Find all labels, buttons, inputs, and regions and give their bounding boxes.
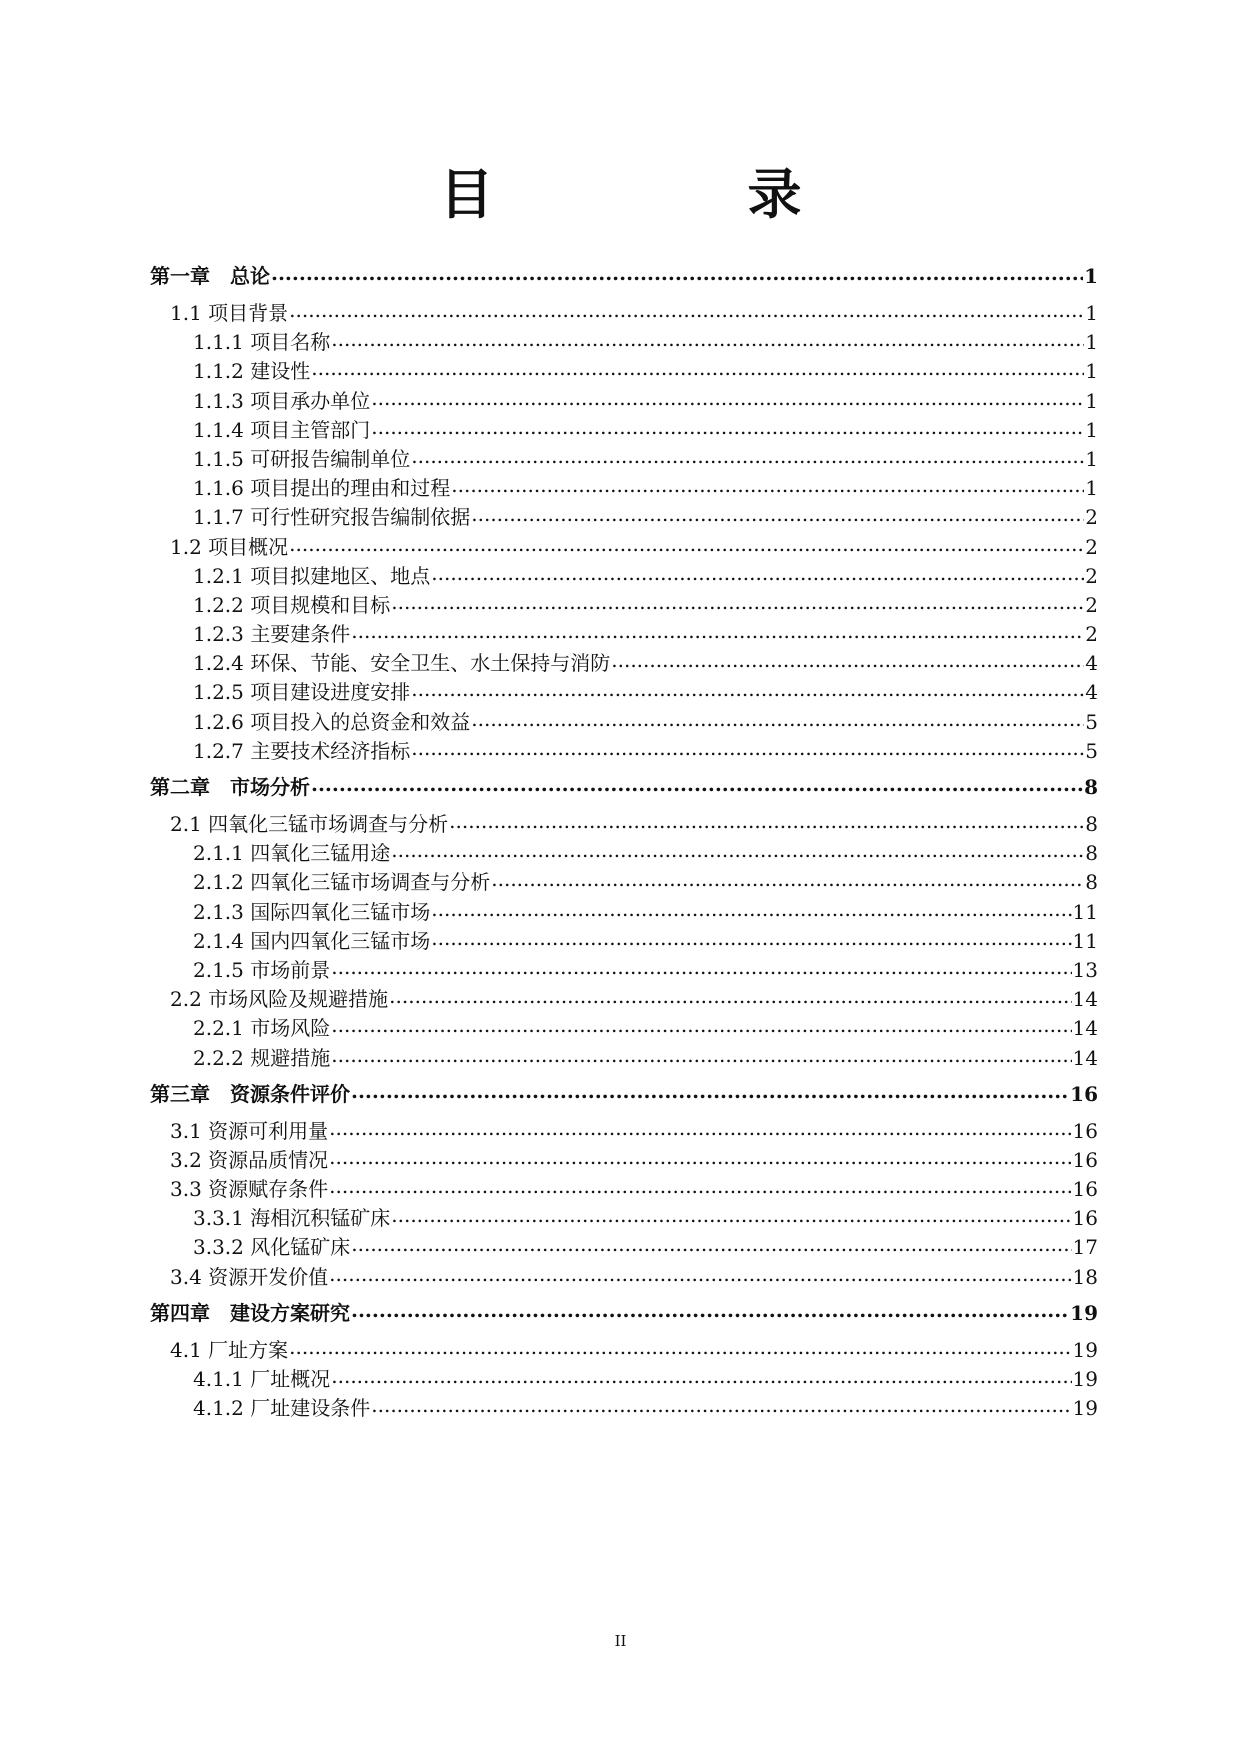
toc-entry-subsection[interactable] <box>150 445 1098 474</box>
toc-entry-subsection[interactable] <box>150 898 1098 927</box>
toc-entry-subsection[interactable] <box>150 868 1098 897</box>
toc-entry-page: 1 <box>1085 417 1098 442</box>
toc-entry-chapter[interactable] <box>150 1077 1098 1111</box>
toc-entry-section[interactable] <box>150 1175 1098 1204</box>
toc-entry-section[interactable] <box>150 1263 1098 1292</box>
toc-entry-label: 2.2.2 规避措施 <box>193 1045 331 1070</box>
toc-leader-dots <box>371 384 1084 413</box>
toc-entry-label: 1.2.6 项目投入的总资金和效益 <box>193 709 471 734</box>
toc-entry-page: 8 <box>1084 775 1098 799</box>
toc-leader-dots <box>289 296 1084 325</box>
toc-entry-page: 1 <box>1085 446 1098 471</box>
toc-entry-label: 1.1.6 项目提出的理由和过程 <box>193 476 451 501</box>
toc-leader-dots <box>329 1260 1071 1289</box>
toc-leader-dots <box>329 1114 1071 1143</box>
toc-entry-page: 5 <box>1085 738 1098 763</box>
toc-leader-dots <box>289 530 1084 559</box>
toc-leader-dots <box>289 1333 1071 1362</box>
toc-entry-page: 19 <box>1072 1367 1098 1391</box>
toc-leader-dots <box>351 1293 1069 1327</box>
toc-entry-subsection[interactable] <box>150 839 1098 868</box>
toc-entry-label: 1.1.2 建设性 <box>193 359 311 384</box>
toc-entry-page: 19 <box>1072 1396 1098 1421</box>
toc-leader-dots <box>411 734 1084 763</box>
toc-leader-dots <box>371 1391 1071 1420</box>
page-number: II <box>614 1632 627 1650</box>
toc-entry-subsection[interactable] <box>150 591 1098 620</box>
toc-entry-page: 1 <box>1084 264 1098 288</box>
toc-leader-dots <box>471 500 1084 529</box>
toc-entry-page: 11 <box>1072 899 1098 924</box>
toc-entry-section[interactable] <box>150 810 1098 839</box>
toc-entry-label: 3.3.2 风化锰矿床 <box>193 1235 351 1260</box>
toc-entry-page: 4 <box>1085 651 1098 676</box>
toc-leader-dots <box>451 471 1084 500</box>
toc-entry-page: 8 <box>1085 812 1098 836</box>
toc-entry-label: 3.3 资源赋存条件 <box>170 1177 329 1202</box>
toc-leader-dots <box>391 588 1084 617</box>
toc-entry-page: 13 <box>1072 957 1098 982</box>
toc-leader-dots <box>329 1172 1071 1201</box>
toc-leader-dots <box>391 1201 1071 1230</box>
toc-entry-subsection[interactable] <box>150 1044 1098 1073</box>
toc-entry-page: 4 <box>1085 680 1098 705</box>
toc-entry-page: 16 <box>1072 1118 1098 1143</box>
toc-entry-chapter[interactable] <box>150 770 1098 804</box>
toc-entry-label: 2.1.2 四氧化三锰市场调查与分析 <box>193 870 491 895</box>
toc-entry-label: 1.2.3 主要建条件 <box>193 622 351 647</box>
toc-entry-page: 11 <box>1072 928 1098 953</box>
toc-entry-label: 第四章 建设方案研究 <box>150 1300 350 1325</box>
toc-leader-dots <box>351 1230 1071 1259</box>
toc-entry-section[interactable] <box>150 1146 1098 1175</box>
toc-entry-page: 2 <box>1085 563 1098 588</box>
toc-entry-subsection[interactable] <box>150 620 1098 649</box>
toc-entry-label: 1.1.7 可行性研究报告编制依据 <box>193 505 471 530</box>
toc-entry-label: 4.1 厂址方案 <box>170 1337 289 1362</box>
toc-leader-dots <box>449 807 1084 836</box>
toc-entry-section[interactable] <box>150 299 1098 328</box>
toc-entry-section[interactable] <box>150 985 1098 1014</box>
toc-entry-label: 1.1 项目背景 <box>170 301 289 325</box>
toc-entry-subsection[interactable] <box>150 1204 1098 1233</box>
toc-entry-subsection[interactable] <box>150 1365 1098 1394</box>
toc-leader-dots <box>329 1143 1071 1172</box>
toc-entry-label: 1.2.1 项目拟建地区、地点 <box>193 563 431 588</box>
toc-entry-page: 8 <box>1085 870 1098 895</box>
toc-leader-dots <box>371 413 1084 442</box>
toc-entry-label: 2.1 四氧化三锰市场调查与分析 <box>170 812 449 836</box>
toc-entry-page: 14 <box>1072 1016 1098 1041</box>
toc-entry-label: 1.1.4 项目主管部门 <box>193 417 371 442</box>
toc-leader-dots <box>431 895 1071 924</box>
toc-leader-dots <box>311 354 1084 383</box>
toc-entry-page: 2 <box>1085 505 1098 530</box>
toc-entry-label: 2.1.5 市场前景 <box>193 957 331 982</box>
toc-entry-label: 1.1.3 项目承办单位 <box>193 388 371 413</box>
toc-leader-dots <box>271 256 1083 290</box>
toc-entry-page: 19 <box>1070 1300 1098 1325</box>
toc-entry-label: 第三章 资源条件评价 <box>150 1081 350 1106</box>
toc-leader-dots <box>611 646 1084 675</box>
toc-entry-label: 1.2.5 项目建设进度安排 <box>193 680 411 705</box>
toc-entry-subsection[interactable] <box>150 956 1098 985</box>
toc-entry-page: 8 <box>1085 841 1098 866</box>
toc-leader-dots <box>331 325 1084 354</box>
toc-entry-chapter[interactable] <box>150 259 1098 293</box>
toc-entry-label: 第一章 总论 <box>150 264 270 288</box>
toc-entry-label: 2.1.1 四氧化三锰用途 <box>193 841 391 866</box>
toc-leader-dots <box>331 953 1071 982</box>
toc-entry-subsection[interactable] <box>150 1014 1098 1043</box>
toc-entry-page: 16 <box>1072 1177 1098 1202</box>
toc-entry-subsection[interactable] <box>150 357 1098 386</box>
toc-leader-dots <box>331 1041 1071 1070</box>
toc-entry-page: 14 <box>1072 987 1098 1012</box>
toc-entry-label: 3.1 资源可利用量 <box>170 1118 329 1143</box>
toc-entry-label: 1.1.5 可研报告编制单位 <box>193 446 411 471</box>
page-title: 目 录 <box>439 163 902 226</box>
toc-entry-label: 4.1.1 厂址概况 <box>193 1367 331 1391</box>
toc-entry-subsection[interactable] <box>150 474 1098 503</box>
toc-entry-page: 1 <box>1085 388 1098 413</box>
toc-entry-page: 1 <box>1085 476 1098 501</box>
toc-entry-subsection[interactable] <box>150 678 1098 707</box>
toc-entry-section[interactable] <box>150 1117 1098 1146</box>
toc-entry-page: 2 <box>1085 534 1098 559</box>
toc-leader-dots <box>431 559 1084 588</box>
toc-entry-page: 19 <box>1072 1337 1098 1362</box>
toc-entry-subsection[interactable] <box>150 328 1098 357</box>
toc-leader-dots <box>491 865 1084 894</box>
toc-entry-page: 2 <box>1085 622 1098 647</box>
toc-entry-subsection[interactable] <box>150 927 1098 956</box>
toc-entry-section[interactable] <box>150 1336 1098 1365</box>
table-of-contents <box>150 255 1098 1423</box>
toc-entry-page: 1 <box>1085 359 1098 384</box>
toc-entry-subsection[interactable] <box>150 387 1098 416</box>
toc-entry-chapter[interactable] <box>150 1296 1098 1330</box>
toc-entry-subsection[interactable] <box>150 1233 1098 1262</box>
toc-entry-label: 4.1.2 厂址建设条件 <box>193 1396 371 1421</box>
toc-entry-label: 2.1.4 国内四氧化三锰市场 <box>193 928 431 953</box>
toc-entry-subsection[interactable] <box>150 708 1098 737</box>
toc-entry-page: 16 <box>1072 1147 1098 1172</box>
toc-entry-section[interactable] <box>150 533 1098 562</box>
toc-entry-subsection[interactable] <box>150 416 1098 445</box>
toc-leader-dots <box>331 1362 1071 1391</box>
toc-entry-label: 2.2.1 市场风险 <box>193 1016 331 1041</box>
toc-entry-page: 18 <box>1072 1264 1098 1289</box>
toc-entry-page: 14 <box>1072 1045 1098 1070</box>
toc-entry-label: 3.3.1 海相沉积锰矿床 <box>193 1206 391 1231</box>
toc-entry-label: 1.2.4 环保、节能、安全卫生、水土保持与消防 <box>193 651 611 676</box>
toc-entry-label: 第二章 市场分析 <box>150 775 310 799</box>
toc-entry-subsection[interactable] <box>150 649 1098 678</box>
toc-leader-dots <box>411 442 1084 471</box>
toc-entry-label: 1.1.1 项目名称 <box>193 330 331 355</box>
toc-leader-dots <box>431 924 1071 953</box>
toc-leader-dots <box>331 1011 1071 1040</box>
toc-leader-dots <box>311 767 1083 801</box>
toc-entry-label: 3.4 资源开发价值 <box>170 1264 329 1289</box>
toc-entry-label: 2.2 市场风险及规避措施 <box>170 987 389 1012</box>
toc-entry-page: 16 <box>1072 1206 1098 1231</box>
toc-entry-page: 5 <box>1085 709 1098 734</box>
toc-entry-label: 1.2.7 主要技术经济指标 <box>193 738 411 763</box>
toc-entry-label: 1.2.2 项目规模和目标 <box>193 592 391 617</box>
toc-leader-dots <box>351 1074 1069 1108</box>
toc-leader-dots <box>389 982 1071 1011</box>
toc-entry-label: 3.2 资源品质情况 <box>170 1147 329 1172</box>
toc-entry-page: 16 <box>1070 1081 1098 1106</box>
toc-entry-page: 2 <box>1085 592 1098 617</box>
toc-leader-dots <box>391 836 1084 865</box>
toc-entry-label: 1.2 项目概况 <box>170 534 289 559</box>
toc-entry-page: 1 <box>1085 301 1098 325</box>
toc-leader-dots <box>471 705 1084 734</box>
toc-entry-label: 2.1.3 国际四氧化三锰市场 <box>193 899 431 924</box>
toc-leader-dots <box>351 617 1084 646</box>
toc-entry-subsection[interactable] <box>150 562 1098 591</box>
toc-entry-page: 1 <box>1085 330 1098 355</box>
toc-entry-subsection[interactable] <box>150 1394 1098 1423</box>
toc-entry-page: 17 <box>1072 1235 1098 1260</box>
toc-entry-subsection[interactable] <box>150 737 1098 766</box>
toc-leader-dots <box>411 675 1084 704</box>
toc-entry-subsection[interactable] <box>150 503 1098 532</box>
